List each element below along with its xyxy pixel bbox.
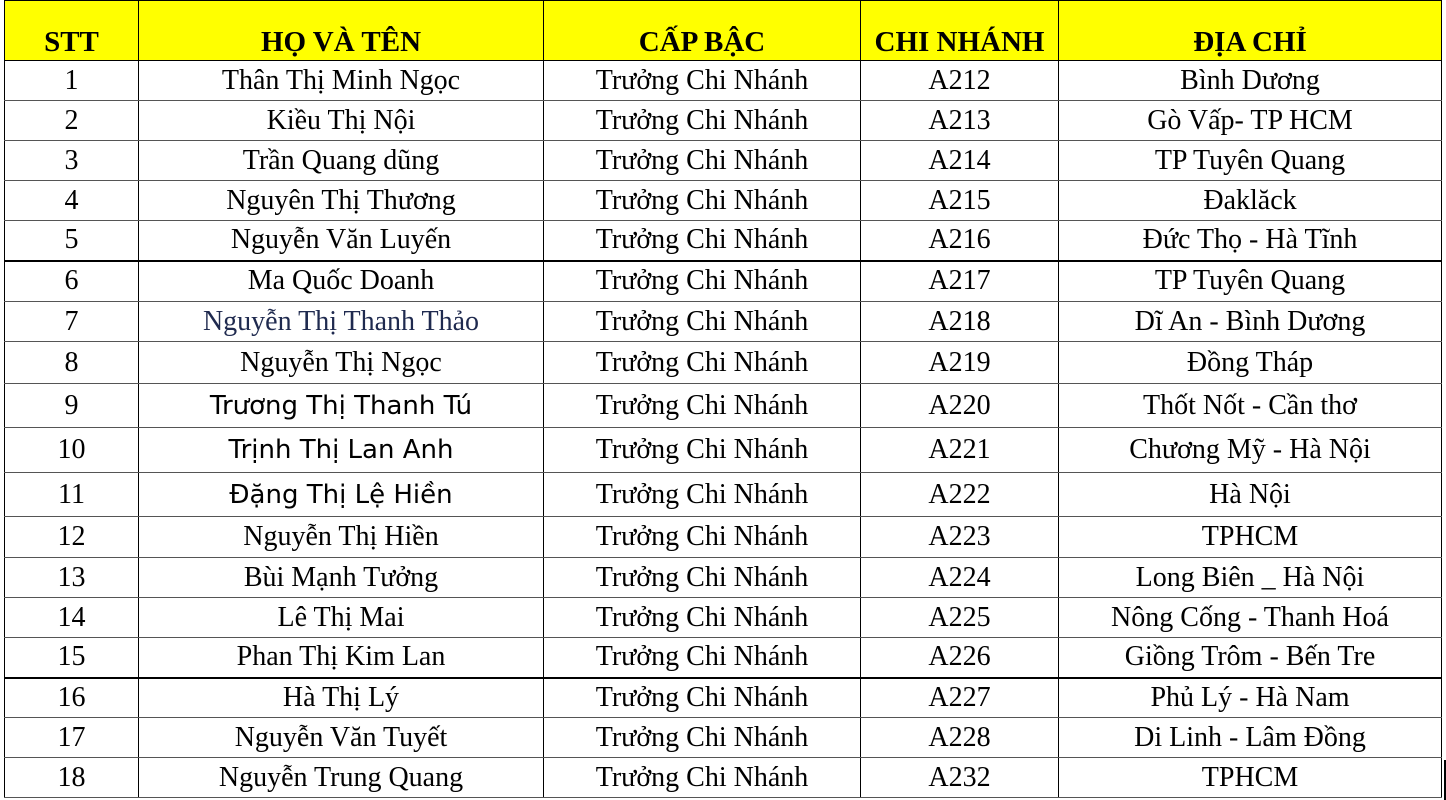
cell-name: Hà Thị Lý [139,678,544,718]
cell-stt: 4 [5,181,139,221]
cell-rank: Trưởng Chi Nhánh [544,718,861,758]
cell-name: Lê Thị Mai [139,598,544,638]
cell-name: Trương Thị Thanh Tú [139,384,544,428]
table-row[interactable] [5,638,1442,678]
table-row[interactable] [5,342,1442,384]
cell-name: Phan Thị Kim Lan [139,638,544,678]
cell-rank: Trưởng Chi Nhánh [544,384,861,428]
cell-branch: A225 [861,598,1059,638]
cell-stt: 14 [5,598,139,638]
cell-branch: A216 [861,221,1059,261]
table-row[interactable] [5,181,1442,221]
cell-branch: A232 [861,758,1059,798]
cell-name: Thân Thị Minh Ngọc [139,61,544,101]
cell-address: Chương Mỹ - Hà Nội [1059,428,1442,473]
cell-address: TP Tuyên Quang [1059,141,1442,181]
cell-stt: 6 [5,261,139,302]
cell-name: Nguyễn Trung Quang [139,758,544,798]
cell-address: Thốt Nốt - Cần thơ [1059,384,1442,428]
table-row[interactable] [5,384,1442,428]
cell-branch: A218 [861,302,1059,342]
cell-name: Kiều Thị Nội [139,101,544,141]
cell-branch: A228 [861,718,1059,758]
table-row[interactable] [5,598,1442,638]
cell-address: Đức Thọ - Hà Tĩnh [1059,221,1442,261]
cell-stt: 5 [5,221,139,261]
cell-address: Giồng Trôm - Bến Tre [1059,638,1442,678]
cell-branch: A214 [861,141,1059,181]
cell-name: Nguyễn Thị Thanh Thảo [139,302,544,342]
table-row[interactable] [5,517,1442,558]
cell-address: Nông Cống - Thanh Hoá [1059,598,1442,638]
cell-address: Long Biên _ Hà Nội [1059,558,1442,598]
cell-rank: Trưởng Chi Nhánh [544,342,861,384]
table-row[interactable] [5,718,1442,758]
cell-stt: 2 [5,101,139,141]
table-row[interactable] [5,558,1442,598]
cell-address: Dĩ An - Bình Dương [1059,302,1442,342]
table-row[interactable] [5,221,1442,261]
cell-address: Hà Nội [1059,473,1442,517]
cell-address: Bình Dương [1059,61,1442,101]
header-branch: CHI NHÁNH [861,1,1059,61]
cell-stt: 8 [5,342,139,384]
cell-name: Nguyễn Thị Hiền [139,517,544,558]
table-row[interactable] [5,141,1442,181]
cell-rank: Trưởng Chi Nhánh [544,517,861,558]
table-row[interactable] [5,758,1442,798]
cell-stt: 15 [5,638,139,678]
cell-name: Nguyễn Văn Tuyết [139,718,544,758]
cell-stt: 10 [5,428,139,473]
cell-address: Đồng Tháp [1059,342,1442,384]
table-row[interactable] [5,678,1442,718]
cell-rank: Trưởng Chi Nhánh [544,101,861,141]
cell-name: Nguyễn Thị Ngọc [139,342,544,384]
cell-branch: A217 [861,261,1059,302]
cell-rank: Trưởng Chi Nhánh [544,181,861,221]
cell-branch: A213 [861,101,1059,141]
cell-address: Di Linh - Lâm Đồng [1059,718,1442,758]
cell-rank: Trưởng Chi Nhánh [544,302,861,342]
cell-stt: 16 [5,678,139,718]
header-name: HỌ VÀ TÊN [139,1,544,61]
cell-branch: A223 [861,517,1059,558]
cell-stt: 11 [5,473,139,517]
cell-rank: Trưởng Chi Nhánh [544,141,861,181]
table-row[interactable] [5,428,1442,473]
cell-rank: Trưởng Chi Nhánh [544,598,861,638]
cell-address: Gò Vấp- TP HCM [1059,101,1442,141]
table-row[interactable] [5,61,1442,101]
cell-branch: A224 [861,558,1059,598]
cell-name: Ma Quốc Doanh [139,261,544,302]
cell-stt: 12 [5,517,139,558]
cell-branch: A219 [861,342,1059,384]
cell-stt: 9 [5,384,139,428]
cell-branch: A212 [861,61,1059,101]
cell-name: Đặng Thị Lệ Hiền [139,473,544,517]
table-row[interactable] [5,473,1442,517]
cell-stt: 7 [5,302,139,342]
header-rank: CẤP BẬC [544,1,861,61]
cell-rank: Trưởng Chi Nhánh [544,473,861,517]
cell-rank: Trưởng Chi Nhánh [544,261,861,302]
cell-address: TPHCM [1059,758,1442,798]
cell-name: Nguyễn Văn Luyến [139,221,544,261]
cell-stt: 18 [5,758,139,798]
cell-branch: A215 [861,181,1059,221]
cell-stt: 3 [5,141,139,181]
cell-address: TP Tuyên Quang [1059,261,1442,302]
table-row[interactable] [5,302,1442,342]
cell-name: Bùi Mạnh Tưởng [139,558,544,598]
cell-stt: 13 [5,558,139,598]
cell-name: Trần Quang dũng [139,141,544,181]
branch-manager-table [4,0,1442,798]
cell-rank: Trưởng Chi Nhánh [544,758,861,798]
cell-branch: A221 [861,428,1059,473]
cell-stt: 17 [5,718,139,758]
cell-stt: 1 [5,61,139,101]
cell-branch: A227 [861,678,1059,718]
cell-rank: Trưởng Chi Nhánh [544,678,861,718]
cell-address: Phủ Lý - Hà Nam [1059,678,1442,718]
table-row[interactable] [5,261,1442,302]
cell-rank: Trưởng Chi Nhánh [544,558,861,598]
cell-rank: Trưởng Chi Nhánh [544,221,861,261]
table-row[interactable] [5,101,1442,141]
cell-address: TPHCM [1059,517,1442,558]
cell-name: Nguyên Thị Thương [139,181,544,221]
header-row [5,1,1442,61]
header-address: ĐỊA CHỈ [1059,1,1442,61]
cell-address: Đaklăck [1059,181,1442,221]
cell-name: Trịnh Thị Lan Anh [139,428,544,473]
cell-branch: A220 [861,384,1059,428]
cell-rank: Trưởng Chi Nhánh [544,638,861,678]
header-stt: STT [5,1,139,61]
cell-rank: Trưởng Chi Nhánh [544,428,861,473]
cell-branch: A222 [861,473,1059,517]
cell-rank: Trưởng Chi Nhánh [544,61,861,101]
cell-branch: A226 [861,638,1059,678]
